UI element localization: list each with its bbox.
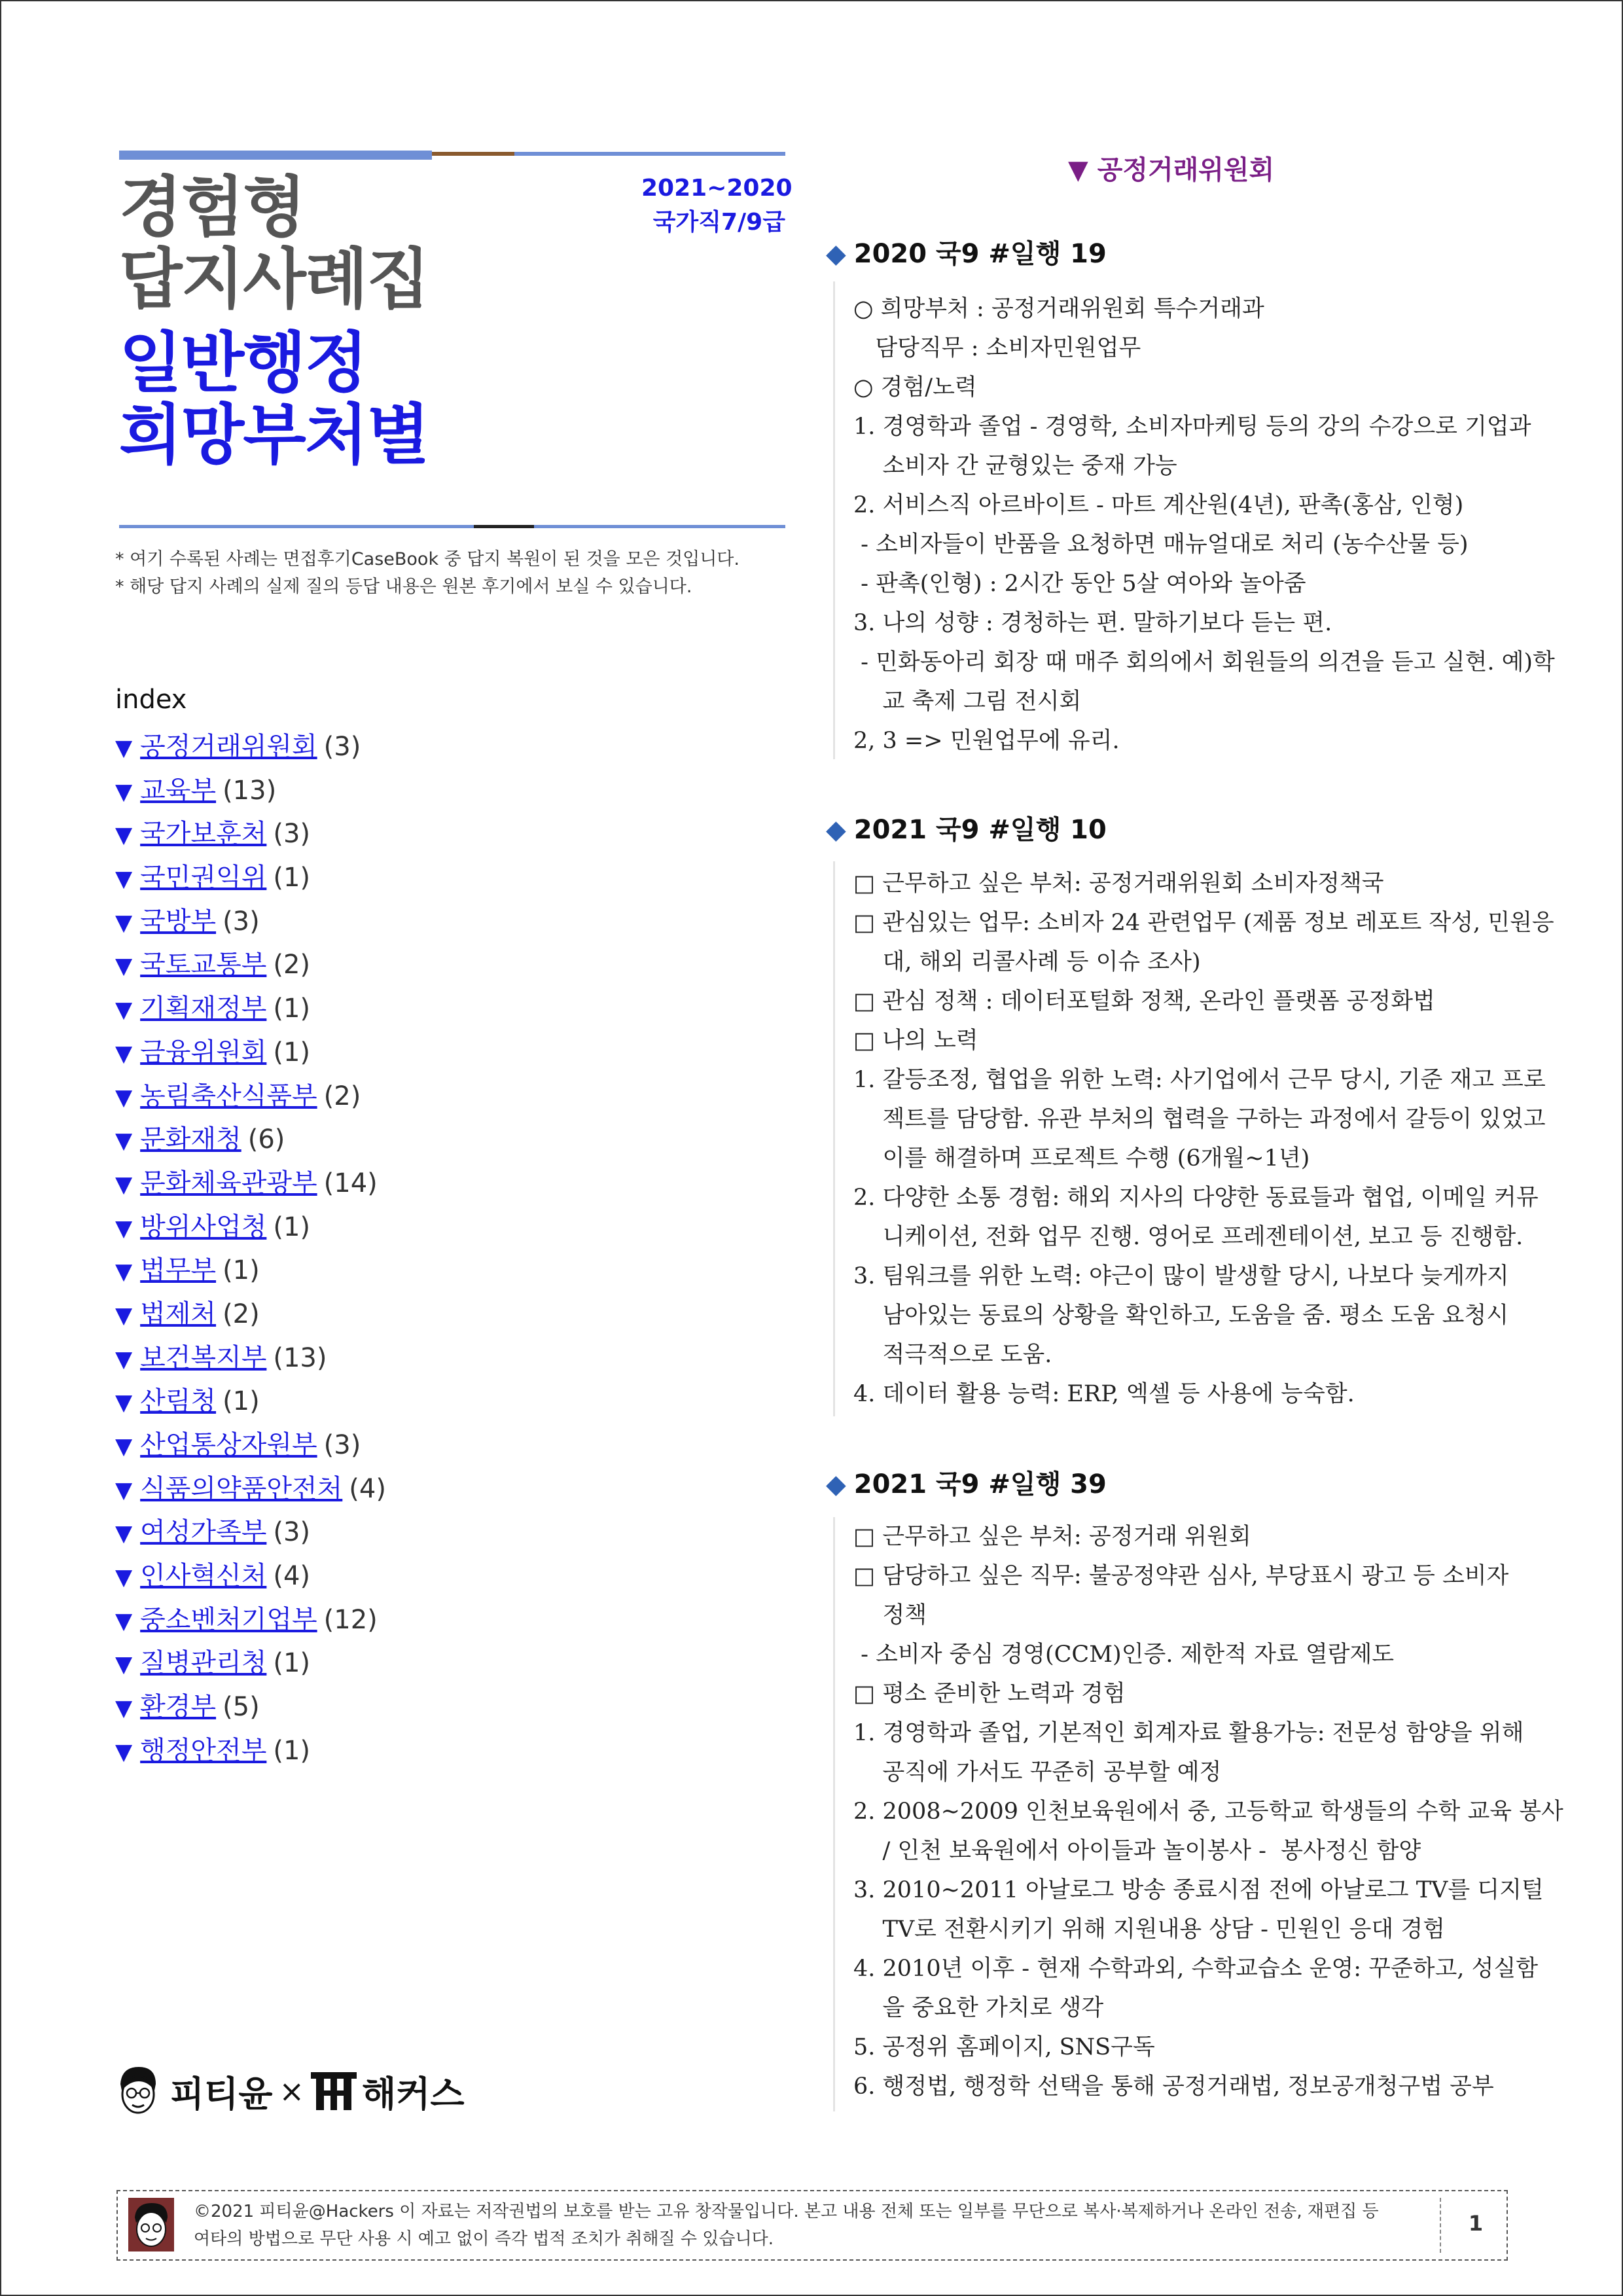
section-header: ▼ 공정거래위원회 bbox=[1068, 155, 1275, 185]
index-link[interactable]: 보건복지부 bbox=[140, 1342, 267, 1373]
triangle-down-icon: ▼ bbox=[115, 1390, 133, 1416]
index-count: (1) bbox=[273, 1037, 311, 1067]
index-link[interactable]: 문화체육관광부 bbox=[140, 1168, 317, 1198]
case-heading-text: 2021 국9 #일행 10 bbox=[853, 815, 1107, 845]
index-link[interactable]: 질병관리청 bbox=[140, 1648, 267, 1679]
index-count: (3) bbox=[273, 1517, 311, 1548]
triangle-down-icon: ▼ bbox=[115, 1171, 133, 1198]
triangle-down-icon: ▼ bbox=[115, 1695, 133, 1722]
top-accent-bar bbox=[432, 152, 514, 156]
collab-times-sign: × bbox=[279, 2073, 305, 2109]
index-count: (3) bbox=[223, 906, 260, 937]
index-link[interactable]: 중소벤처기업부 bbox=[140, 1604, 317, 1635]
index-item[interactable] bbox=[115, 1075, 386, 1119]
case-line: / 인천 보육원에서 아이들과 놀이봉사 - 봉사정신 함양 bbox=[853, 1838, 1421, 1864]
triangle-down-icon: ▼ bbox=[115, 1738, 133, 1765]
triangle-down-icon: ▼ bbox=[115, 1564, 133, 1591]
index-item[interactable] bbox=[115, 1641, 386, 1685]
brand-name-ptyoon: 피티윤 bbox=[170, 2073, 273, 2115]
index-count: (2) bbox=[323, 1081, 361, 1111]
case-line: 공직에 가서도 꾸준히 공부할 예정 bbox=[853, 1759, 1222, 1785]
index-item[interactable] bbox=[115, 1162, 386, 1206]
case-heading-text: 2021 국9 #일행 39 bbox=[853, 1469, 1107, 1499]
index-link[interactable]: 공정거래위원회 bbox=[140, 732, 317, 762]
index-item[interactable] bbox=[115, 1424, 386, 1467]
face-illustration-icon bbox=[128, 2198, 174, 2251]
triangle-down-icon: ▼ bbox=[115, 997, 133, 1024]
index-link[interactable]: 교육부 bbox=[140, 775, 217, 806]
index-item[interactable] bbox=[115, 1729, 386, 1773]
face-illustration-icon bbox=[115, 2064, 161, 2118]
index-link[interactable]: 산림청 bbox=[140, 1386, 217, 1417]
case-line: 남아있는 동료의 상황을 확인하고, 도움을 줌. 평소 도움 요청시 bbox=[853, 1302, 1509, 1329]
copyright-footer bbox=[116, 2190, 1508, 2261]
triangle-down-icon: ▼ bbox=[115, 822, 133, 849]
case-line: □ 평소 준비한 노력과 경험 bbox=[853, 1681, 1126, 1707]
note-line: * 해당 답지 사례의 실제 질의 등답 내용은 원본 후기에서 보실 수 있습니다. bbox=[115, 577, 692, 597]
brand-logo bbox=[115, 2062, 465, 2121]
top-accent-bar bbox=[514, 152, 785, 156]
subtitle-line: 희망부처별 bbox=[119, 397, 429, 473]
case-line: ○ 경험/노력 bbox=[853, 374, 977, 401]
case-line: 3. 2010~2011 아날로그 방송 종료시점 전에 아날로그 TV를 디지털 bbox=[853, 1877, 1544, 1903]
case-body bbox=[853, 1517, 1563, 2106]
index-link[interactable]: 식품의약품안전처 bbox=[140, 1473, 343, 1504]
triangle-down-icon: ▼ bbox=[115, 1477, 133, 1503]
case-heading-text: 2020 국9 #일행 19 bbox=[853, 239, 1107, 269]
case-line: 2. 서비스직 아르바이트 - 마트 계산원(4년), 판촉(홍삼, 인형) bbox=[853, 492, 1464, 518]
index-link[interactable]: 여성가족부 bbox=[140, 1517, 267, 1548]
case-line: 3. 팀워크를 위한 노력: 야근이 많이 발생할 당시, 나보다 늦게까지 bbox=[853, 1263, 1509, 1289]
index-count: (5) bbox=[223, 1692, 260, 1723]
index-item[interactable] bbox=[115, 769, 386, 813]
triangle-down-icon: ▼ bbox=[115, 1346, 133, 1372]
index-item[interactable] bbox=[115, 1554, 386, 1598]
case-line: 소비자 간 균형있는 중재 가능 bbox=[853, 453, 1177, 479]
index-link[interactable]: 산업통상자원부 bbox=[140, 1430, 317, 1460]
note-line: * 여기 수록된 사례는 면접후기CaseBook 중 답지 복원이 된 것을 모은 것입니다. bbox=[115, 549, 740, 569]
triangle-down-icon: ▼ bbox=[115, 778, 133, 805]
page-number: 1 bbox=[1468, 2211, 1484, 2236]
section-rule bbox=[833, 281, 835, 759]
case-line: 1. 경영학과 졸업, 기본적인 회계자료 활용가능: 전문성 함양을 위해 bbox=[853, 1720, 1524, 1746]
index-item[interactable] bbox=[115, 1031, 386, 1075]
index-link[interactable]: 인사혁신처 bbox=[140, 1561, 267, 1592]
index-count: (2) bbox=[273, 950, 311, 980]
triangle-down-icon: ▼ bbox=[115, 1433, 133, 1460]
index-item[interactable] bbox=[115, 1598, 386, 1642]
case-line: 담당직무 : 소비자민원업무 bbox=[853, 335, 1141, 361]
case-line: 이를 해결하며 프로젝트 수행 (6개월~1년) bbox=[853, 1145, 1310, 1172]
index-count: (1) bbox=[273, 863, 311, 893]
case-line: 니케이션, 전화 업무 진행. 영어로 프레젠테이션, 보고 등 진행함. bbox=[853, 1224, 1524, 1250]
exam-years-label bbox=[641, 171, 793, 240]
case-line: - 판촉(인형) : 2시간 동안 5살 여아와 놀아줌 bbox=[853, 571, 1306, 597]
triangle-down-icon: ▼ bbox=[115, 1607, 133, 1634]
triangle-down-icon: ▼ bbox=[115, 866, 133, 893]
triangle-down-icon: ▼ bbox=[115, 1259, 133, 1285]
index-count: (12) bbox=[323, 1604, 378, 1635]
triangle-down-icon: ▼ bbox=[115, 1128, 133, 1155]
case-line: - 민화동아리 회장 때 매주 회의에서 회원들의 의견을 듣고 실현. 예)학 bbox=[853, 649, 1555, 675]
index-item[interactable] bbox=[115, 1118, 386, 1162]
index-link[interactable]: 환경부 bbox=[140, 1692, 217, 1723]
triangle-down-icon: ▼ bbox=[115, 1084, 133, 1111]
case-line: 2. 다양한 소통 경험: 해외 지사의 다양한 동료들과 협업, 이메일 커뮤 bbox=[853, 1185, 1539, 1211]
case-line: □ 나의 노력 bbox=[853, 1028, 978, 1054]
case-line: 대, 해외 리콜사례 등 이슈 조사) bbox=[853, 949, 1201, 975]
case-body bbox=[853, 864, 1554, 1414]
case-line: 5. 공정위 홈페이지, SNS구독 bbox=[853, 2034, 1155, 2060]
title-line: 경험형 bbox=[119, 169, 305, 245]
years-text: 2021~2020 bbox=[641, 175, 793, 202]
top-accent-bar bbox=[119, 151, 432, 160]
triangle-down-icon: ▼ bbox=[115, 909, 133, 936]
diamond-icon: ◆ bbox=[826, 1469, 846, 1499]
case-heading bbox=[826, 1463, 1107, 1501]
triangle-down-icon: ▼ bbox=[115, 953, 133, 980]
triangle-down-icon: ▼ bbox=[115, 1302, 133, 1329]
index-count: (14) bbox=[323, 1168, 378, 1198]
index-item[interactable] bbox=[115, 943, 386, 987]
triangle-down-icon: ▼ bbox=[115, 1520, 133, 1547]
index-link[interactable]: 법제처 bbox=[140, 1299, 217, 1329]
index-list bbox=[115, 725, 386, 1773]
index-title: index bbox=[115, 685, 187, 715]
index-link[interactable]: 국민권익위 bbox=[140, 863, 267, 893]
index-count: (1) bbox=[223, 1255, 260, 1286]
index-count: (1) bbox=[273, 1648, 311, 1679]
case-line: - 소비자들이 반품을 요청하면 매뉴얼대로 처리 (농수산물 등) bbox=[853, 531, 1469, 558]
index-item[interactable] bbox=[115, 1249, 386, 1293]
cover-subtitle bbox=[119, 327, 429, 471]
case-line: - 소비자 중심 경영(CCM)인증. 제한적 자료 열람제도 bbox=[853, 1641, 1395, 1668]
index-count: (2) bbox=[223, 1299, 260, 1329]
index-item[interactable] bbox=[115, 900, 386, 944]
index-count: (6) bbox=[247, 1124, 285, 1155]
triangle-down-icon: ▼ bbox=[115, 1651, 133, 1678]
index-link[interactable]: 행정안전부 bbox=[140, 1735, 267, 1766]
index-item[interactable] bbox=[115, 1336, 386, 1380]
index-item[interactable] bbox=[115, 1206, 386, 1249]
index-count: (4) bbox=[273, 1561, 311, 1592]
case-line: □ 관심 정책 : 데이터포털화 정책, 온라인 플랫폼 공정화법 bbox=[853, 988, 1435, 1014]
case-line: TV로 전환시키기 위해 지원내용 상담 - 민원인 응대 경험 bbox=[853, 1916, 1445, 1943]
subtitle-line: 일반행정 bbox=[119, 325, 367, 401]
section-rule bbox=[833, 861, 835, 1416]
index-count: (3) bbox=[273, 819, 311, 850]
index-item[interactable] bbox=[115, 725, 386, 769]
case-line: 젝트를 담당함. 유관 부처의 협력을 구하는 과정에서 갈등이 있었고 bbox=[853, 1106, 1546, 1132]
copyright-line: 여타의 방법으로 무단 사용 시 예고 없이 즉각 법적 조치가 취해질 수 있습니다. bbox=[194, 2229, 774, 2249]
case-line: 6. 행정법, 행정학 선택을 통해 공정거래법, 정보공개청구법 공부 bbox=[853, 2073, 1494, 2100]
case-line: □ 관심있는 업무: 소비자 24 관련업무 (제품 정보 레포트 작성, 민원응 bbox=[853, 910, 1554, 936]
triangle-down-icon: ▼ bbox=[115, 1215, 133, 1242]
case-line: 4. 2010년 이후 - 현재 수학과외, 수학교습소 운영: 꾸준하고, 성실함 bbox=[853, 1956, 1539, 1982]
index-link[interactable]: 방위사업청 bbox=[140, 1211, 267, 1242]
hackers-mark-icon bbox=[311, 2071, 357, 2111]
index-link[interactable]: 국토교통부 bbox=[140, 950, 267, 980]
index-item[interactable] bbox=[115, 1685, 386, 1729]
divider-bar bbox=[119, 525, 474, 528]
triangle-down-icon: ▼ bbox=[115, 1040, 133, 1067]
triangle-down-icon: ▼ bbox=[115, 735, 133, 761]
case-line: 1. 갈등조정, 협업을 위한 노력: 사기업에서 근무 당시, 기준 재고 프로 bbox=[853, 1067, 1546, 1093]
copyright-text bbox=[194, 2198, 1379, 2253]
divider-bar bbox=[474, 525, 534, 528]
case-line: □ 담당하고 싶은 직무: 불공정약관 심사, 부당표시 광고 등 소비자 bbox=[853, 1563, 1509, 1589]
case-line: 4. 데이터 활용 능력: ERP, 엑셀 등 사용에 능숙함. bbox=[853, 1381, 1355, 1407]
case-line: 을 중요한 가치로 생각 bbox=[853, 1995, 1104, 2021]
index-link[interactable]: 기획재정부 bbox=[140, 994, 267, 1024]
case-line: ○ 희망부처 : 공정거래위원회 특수거래과 bbox=[853, 296, 1264, 322]
exam-text: 국가직7/9급 bbox=[652, 209, 785, 236]
case-heading bbox=[826, 809, 1107, 846]
footer-divider bbox=[1440, 2198, 1441, 2253]
index-count: (13) bbox=[223, 775, 277, 806]
index-item[interactable] bbox=[115, 1511, 386, 1554]
case-line: 2. 2008~2009 인천보육원에서 중, 고등학교 학생들의 수학 교육 봉사 bbox=[853, 1799, 1563, 1825]
index-link[interactable]: 농림축산식품부 bbox=[140, 1081, 317, 1111]
case-body bbox=[853, 289, 1555, 761]
divider-bar bbox=[534, 525, 785, 528]
index-count: (3) bbox=[323, 732, 361, 762]
index-link[interactable]: 금융위원회 bbox=[140, 1037, 267, 1067]
section-rule bbox=[833, 1517, 835, 2111]
index-count: (1) bbox=[273, 994, 311, 1024]
index-link[interactable]: 국가보훈처 bbox=[140, 819, 267, 850]
index-item[interactable] bbox=[115, 1467, 386, 1511]
copyright-line: ©2021 피티윤@Hackers 이 자료는 저작권법의 보호를 받는 고유 창작물입니다. 본고 내용 전체 또는 일부를 무단으로 복사·복제하거나 온라인 전송, 재편집 등 bbox=[194, 2202, 1379, 2221]
diamond-icon: ◆ bbox=[826, 815, 846, 845]
index-item[interactable] bbox=[115, 856, 386, 900]
brand-name-hackers: 해커스 bbox=[362, 2073, 465, 2115]
case-line: □ 근무하고 싶은 부처: 공정거래 위원회 bbox=[853, 1524, 1251, 1550]
case-line: 정책 bbox=[853, 1602, 927, 1628]
case-line: 교 축제 그림 전시회 bbox=[853, 689, 1082, 715]
index-item[interactable] bbox=[115, 987, 386, 1031]
index-count: (4) bbox=[349, 1473, 386, 1504]
index-item[interactable] bbox=[115, 1293, 386, 1336]
case-line: 3. 나의 성향 : 경청하는 편. 말하기보다 듣는 편. bbox=[853, 610, 1332, 636]
index-item[interactable] bbox=[115, 812, 386, 856]
case-line: 1. 경영학과 졸업 - 경영학, 소비자마케팅 등의 강의 수강으로 기업과 bbox=[853, 414, 1531, 440]
cover-notes bbox=[115, 546, 740, 601]
index-link[interactable]: 문화재청 bbox=[140, 1124, 241, 1155]
index-link[interactable]: 국방부 bbox=[140, 906, 217, 937]
case-line: 2, 3 => 민원업무에 유리. bbox=[853, 728, 1120, 754]
title-line: 답지사례집 bbox=[119, 241, 429, 317]
cover-title bbox=[119, 171, 429, 315]
index-count: (1) bbox=[223, 1386, 260, 1417]
case-heading bbox=[826, 233, 1107, 270]
index-item[interactable] bbox=[115, 1380, 386, 1424]
case-line: 적극적으로 도움. bbox=[853, 1342, 1052, 1368]
index-count: (13) bbox=[273, 1342, 327, 1373]
index-count: (3) bbox=[323, 1430, 361, 1460]
diamond-icon: ◆ bbox=[826, 239, 846, 269]
index-count: (1) bbox=[273, 1211, 311, 1242]
index-count: (1) bbox=[273, 1735, 311, 1766]
case-line: □ 근무하고 싶은 부처: 공정거래위원회 소비자정책국 bbox=[853, 870, 1384, 897]
index-link[interactable]: 법무부 bbox=[140, 1255, 217, 1286]
